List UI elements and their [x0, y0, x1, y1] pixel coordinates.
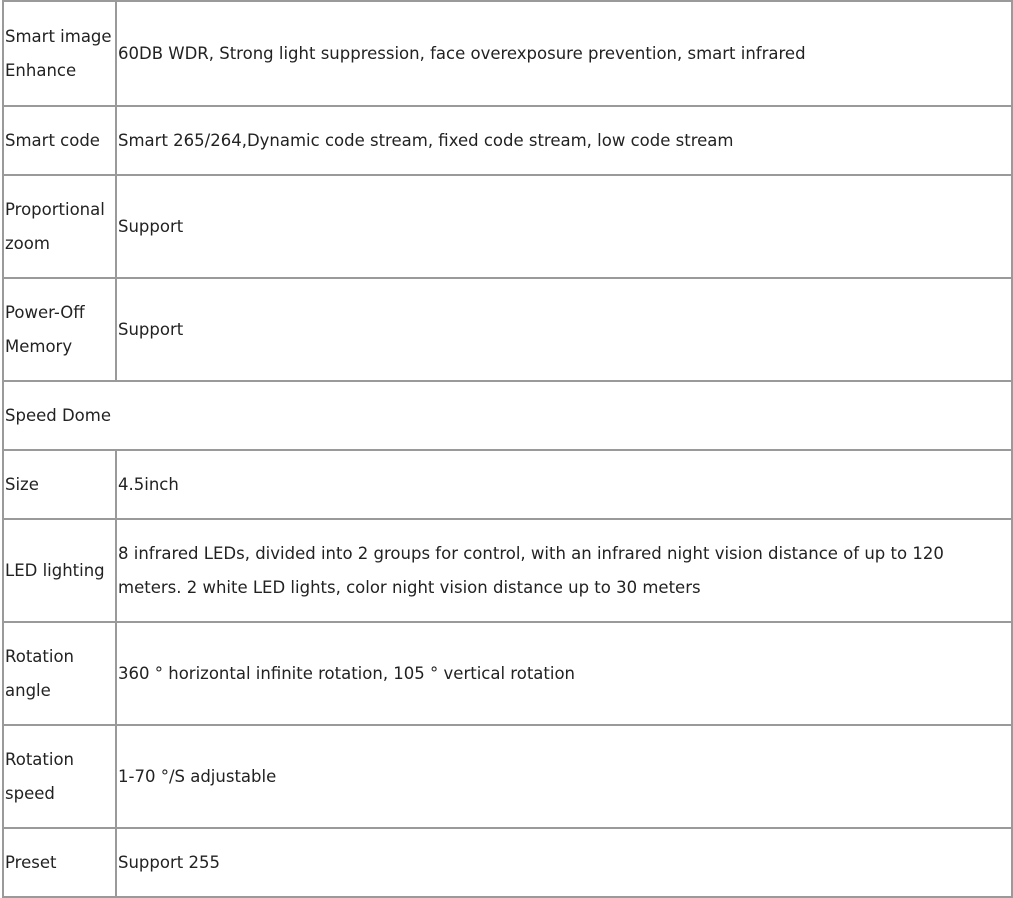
row-label: Rotation angle [4, 623, 117, 724]
row-value: Support [117, 176, 1013, 277]
section-heading: Speed Dome [4, 382, 1013, 449]
table-row [4, 279, 1013, 382]
row-value: 4.5inch [117, 451, 1013, 518]
table-row [4, 829, 1013, 898]
row-value: 1-70 °/S adjustable [117, 726, 1013, 827]
row-label: Smart image Enhance [4, 2, 117, 105]
table-row [4, 107, 1013, 176]
section-row [4, 382, 1013, 451]
row-value: Support 255 [117, 829, 1013, 896]
row-label: Preset [4, 829, 117, 896]
row-value: 8 infrared LEDs, divided into 2 groups for control, with an infrared night vision distance of up to 120 meters. 2 white LED lights, color night vision distance up to 30 meters [117, 520, 1013, 621]
row-label: Proportional zoom [4, 176, 117, 277]
row-value: Support [117, 279, 1013, 380]
row-label: Power-Off Memory [4, 279, 117, 380]
row-label: Smart code [4, 107, 117, 174]
row-value: 360 ° horizontal infinite rotation, 105 ° vertical rotation [117, 623, 1013, 724]
row-label: LED lighting [4, 520, 117, 621]
row-value: 60DB WDR, Strong light suppression, face overexposure prevention, smart infrared [117, 2, 1013, 105]
row-label: Size [4, 451, 117, 518]
table-row [4, 623, 1013, 726]
spec-table [2, 0, 1013, 898]
table-row [4, 2, 1013, 107]
table-row [4, 520, 1013, 623]
table-row [4, 176, 1013, 279]
row-value: Smart 265/264,Dynamic code stream, fixed code stream, low code stream [117, 107, 1013, 174]
row-label: Rotation speed [4, 726, 117, 827]
table-row [4, 451, 1013, 520]
table-row [4, 726, 1013, 829]
